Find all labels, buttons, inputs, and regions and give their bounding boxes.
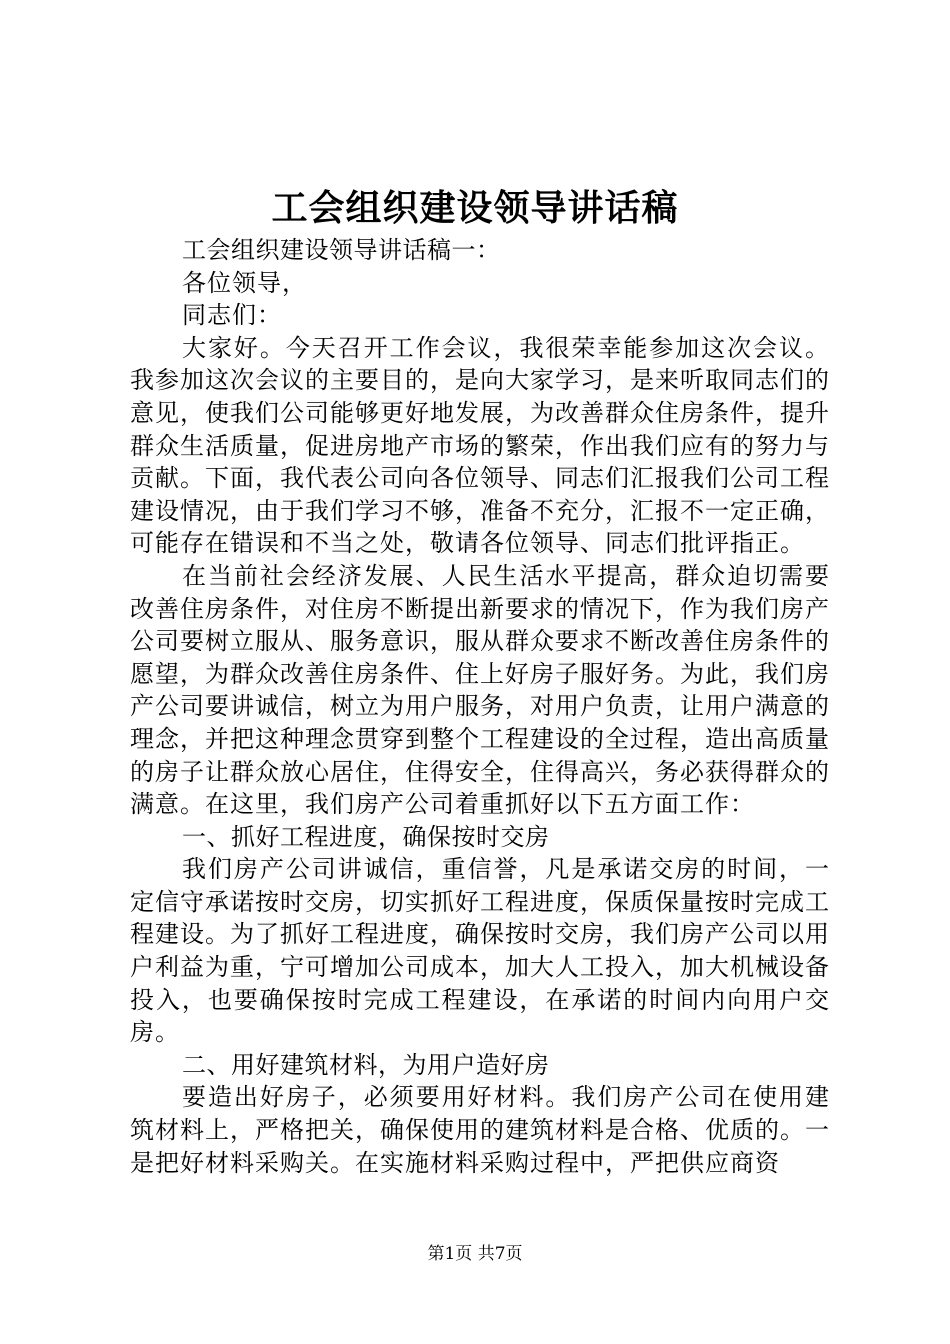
paragraph: 在当前社会经济发展、人民生活水平提高，群众迫切需要改善住房条件，对住房不断提出新要求的情况下，作为我们房产公司要树立服从、服务意识，服从群众要求不断改善住房条件的愿望，为群众改善住房条件、住上好房子服好务。为此，我们房产公司要讲诚信，树立为用户服务，对用户负责，让用户满意的理念，并把这种理念贯穿到整个工程建设的全过程，造出高质量的房子让群众放心居住，住得安全，住得高兴，务必获得群众的满意。在这里，我们房产公司着重抓好以下五方面工作： xyxy=(130,561,830,819)
section-heading: 一、抓好工程进度，确保按时交房 xyxy=(182,822,550,851)
document-body xyxy=(130,234,830,1179)
document-title: 工会组织建设领导讲话稿 xyxy=(271,187,679,229)
paragraph-salutation: 同志们： xyxy=(182,301,282,330)
section-heading: 二、用好建筑材料，为用户造好房 xyxy=(182,1050,550,1079)
paragraph: 我们房产公司讲诚信，重信誉，凡是承诺交房的时间，一定信守承诺按时交房，切实抓好工程进度，保质保量按时完成工程建设。为了抓好工程进度，确保按时交房，我们房产公司以用户利益为重，宁可增加公司成本，加大人工投入，加大机械设备投入，也要确保按时完成工程建设，在承诺的时间内向用户交房。 xyxy=(130,855,830,1047)
paragraph-salutation: 各位领导， xyxy=(182,268,307,297)
paragraph-heading: 工会组织建设领导讲话稿一： xyxy=(182,236,501,264)
page-footer: 第1页 共7页 xyxy=(427,1244,523,1264)
paragraph: 大家好。今天召开工作会议，我很荣幸能参加这次会议。我参加这次会议的主要目的，是向大家学习，是来听取同志们的意见，使我们公司能够更好地发展，为改善群众住房条件，提升群众生活质量，促进房地产市场的繁荣，作出我们应有的努力与贡献。下面，我代表公司向各位领导、同志们汇报我们公司工程建设情况，由于我们学习不够，准备不充分，汇报不一定正确，可能存在错误和不当之处，敬请各位领导、同志们批评指正。 xyxy=(130,333,830,558)
paragraph: 要造出好房子，必须要用好材料。我们房产公司在使用建筑材料上，严格把关，确保使用的建筑材料是合格、优质的。一是把好材料采购关。在实施材料采购过程中，严把供应商资 xyxy=(130,1083,830,1177)
